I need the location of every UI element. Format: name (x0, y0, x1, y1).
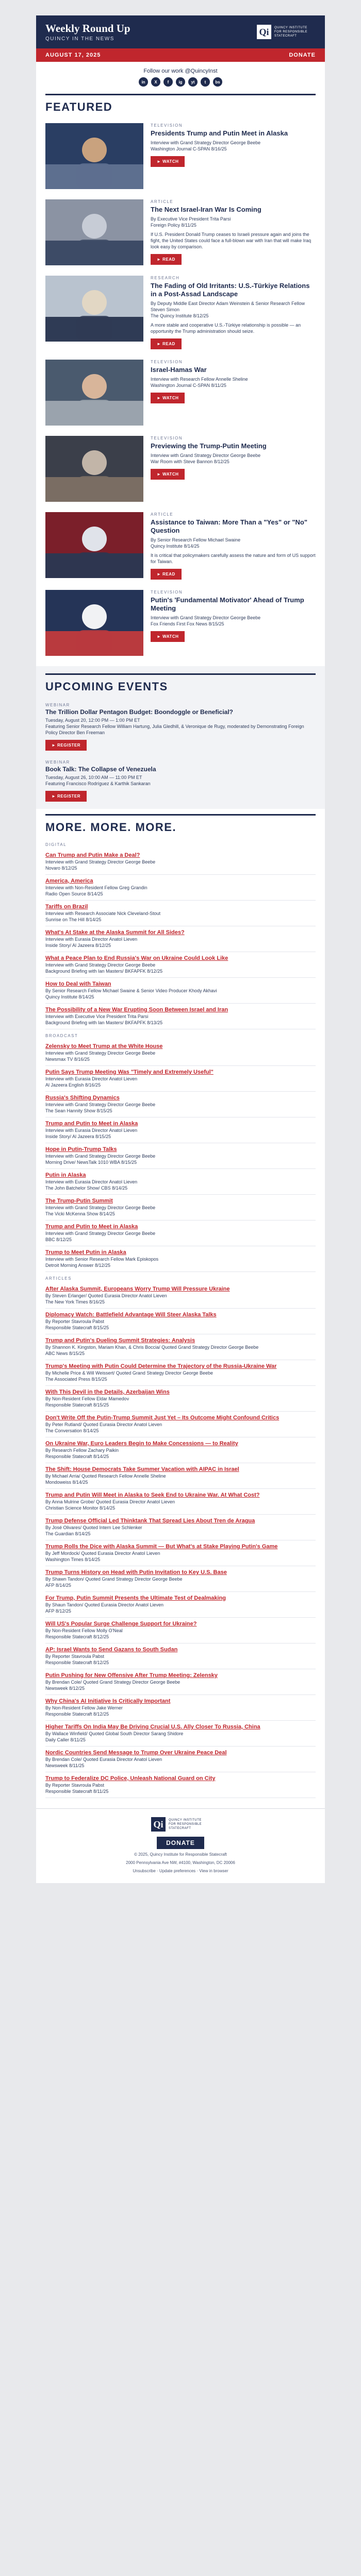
item-byline: Interview with Grand Strategy Director George Beebe (45, 1050, 156, 1056)
featured-category: TELEVISION (151, 590, 183, 595)
item-link[interactable]: Diplomacy Watch: Battlefield Advantage Will Steer Alaska Talks (45, 1312, 217, 1318)
thumbnail-image (45, 436, 143, 502)
item-link[interactable]: On Ukraine War, Euro Leaders Begin to Make Concessions — to Reality (45, 1440, 238, 1447)
list-item (45, 1283, 316, 1309)
item-link[interactable]: Putin Pushing for New Offensive After Trump Meeting: Zelensky (45, 1672, 218, 1679)
footer-line: Unsubscribe · Update preferences · View in browser (133, 1869, 228, 1873)
item-byline: Background Briefing with Ian Masters/ BKFAPFK 8/12/25 (45, 969, 163, 974)
social-icon[interactable]: in (139, 77, 148, 87)
item-byline: By Jeff Mordock/ Quoted Eurasia Director Anatol Lieven (45, 1551, 160, 1556)
item-byline: AFP 8/14/25 (45, 1583, 71, 1588)
more-section (36, 809, 325, 1808)
item-byline: Responsible Statecraft 8/15/25 (45, 1325, 109, 1330)
featured-thumbnail[interactable] (45, 360, 143, 426)
item-byline: Background Briefing with Ian Masters/ BKFAPFK 8/13/25 (45, 1020, 163, 1025)
featured-title[interactable]: Previewing the Trump-Putin Meeting (151, 442, 267, 450)
social-icon[interactable]: X (151, 77, 160, 87)
item-byline: The Guardian 8/14/25 (45, 1531, 91, 1536)
list-item (45, 875, 316, 901)
footer-donate-button[interactable]: DONATE (157, 1837, 204, 1849)
list-item (45, 901, 316, 926)
item-link[interactable]: America, America (45, 878, 93, 884)
list-item (45, 1643, 316, 1669)
newsletter-subtitle: QUINCY IN THE NEWS (45, 36, 114, 42)
event-detail: Featuring Francisco Rodríguez & Karthik Sankaran (45, 781, 151, 786)
item-byline: Interview with Eurasia Director Anatol Lieven (45, 1179, 138, 1184)
item-link[interactable]: Higher Tariffs On India May Be Driving Crucial U.S. Ally Closer To Russia, China (45, 1724, 260, 1730)
event-item (45, 698, 316, 755)
item-byline: By Shawn Tandon/ Quoted Grand Strategy Director George Beebe (45, 1577, 183, 1582)
item-link[interactable]: Trump's Meeting with Putin Could Determine the Trajectory of the Russia-Ukraine War (45, 1363, 277, 1369)
item-byline: Newsweek 8/12/25 (45, 1686, 85, 1691)
event-detail: Featuring Senior Research Fellow William Hartung, Julia Gledhill, & Veronique de Rugy, moderated by Demonstrating Foreign Policy Director Ben Freeman (45, 724, 304, 735)
upcoming-events (36, 666, 325, 809)
item-byline: The Associated Press 8/15/25 (45, 1377, 107, 1382)
item-link[interactable]: Why China's AI Initiative Is Critically Important (45, 1698, 171, 1704)
featured-category: ARTICLE (151, 512, 174, 517)
featured-body (151, 436, 267, 502)
featured-action-button[interactable]: ► WATCH (151, 393, 185, 403)
event-item (45, 755, 316, 806)
item-byline: Interview with Eurasia Director Anatol Lieven (45, 1128, 138, 1133)
item-byline: By José Olivares/ Quoted Intern Lee Schlenker (45, 1525, 142, 1530)
item-byline: Responsible Statecraft 8/14/25 (45, 1454, 109, 1459)
event-title[interactable]: The Trillion Dollar Pentagon Budget: Boondoggle or Beneficial? (45, 708, 234, 716)
item-link[interactable]: Zelensky to Meet Trump at the White House (45, 1043, 163, 1049)
item-byline: Responsible Statecraft 8/11/25 (45, 1789, 109, 1794)
event-category: WEBINAR (45, 703, 70, 707)
item-byline: Responsible Statecraft 8/12/25 (45, 1711, 109, 1717)
item-link[interactable]: What's At Stake at the Alaska Summit for All Sides? (45, 929, 185, 936)
item-byline: Interview with Research Associate Nick Cleveland-Stout (45, 911, 161, 916)
featured-thumbnail[interactable] (45, 436, 143, 502)
featured-body (151, 276, 316, 349)
item-byline: The John Batchelor Show/ CBS 8/14/25 (45, 1185, 128, 1191)
list-item (45, 1221, 316, 1246)
featured-thumbnail[interactable] (45, 590, 143, 656)
featured-category: RESEARCH (151, 276, 180, 280)
item-byline: Responsible Statecraft 8/12/25 (45, 1660, 109, 1665)
featured-body (151, 360, 248, 426)
list-item (45, 849, 316, 875)
logo-text: QUINCY INSTITUTE FOR RESPONSIBLE STATECRAFT (169, 1819, 202, 1830)
header (36, 15, 325, 48)
list-item (45, 1540, 316, 1566)
event-detail: Tuesday, August 26, 10:00 AM — 11:00 PM ET (45, 775, 142, 780)
item-link[interactable]: Trump and Putin to Meet in Alaska (45, 1121, 138, 1127)
logo-mark: Qi (151, 1817, 166, 1832)
item-byline: By Research Fellow Zachary Paikin (45, 1448, 119, 1453)
social-icon[interactable]: yt (188, 77, 198, 87)
list-item (45, 952, 316, 978)
item-link[interactable]: After Alaska Summit, Europeans Worry Trump Will Pressure Ukraine (45, 1286, 230, 1292)
featured-action-button[interactable]: ► READ (151, 569, 182, 580)
item-byline: Detroit Morning Answer 8/12/25 (45, 1263, 111, 1268)
item-link[interactable]: Putin Says Trump Meeting Was "Timely and Extremely Useful" (45, 1069, 214, 1075)
featured-description: It is critical that policymakers carefully assess the nature and form of US support for Taiwan. (151, 553, 316, 564)
event-detail: Tuesday, August 20, 12:00 PM — 1:00 PM ET (45, 718, 140, 723)
item-byline: Sunrise on The Hill 8/14/25 (45, 917, 102, 922)
thumbnail-image (45, 512, 143, 578)
list-item (45, 1309, 316, 1334)
item-link[interactable]: Trump and Putin to Meet in Alaska (45, 1224, 138, 1230)
featured-byline: Interview with Grand Strategy Director George Beebe (151, 615, 261, 620)
featured-body (151, 199, 316, 265)
item-byline: The Vicki McKenna Show 8/14/25 (45, 1211, 115, 1216)
featured-byline: Interview with Grand Strategy Director George Beebe (151, 453, 261, 458)
donate-link[interactable]: DONATE (289, 52, 316, 58)
thumbnail-image (45, 276, 143, 342)
featured-category: TELEVISION (151, 436, 183, 440)
item-link[interactable]: AP: Israel Wants to Send Gazans to South Sudan (45, 1647, 178, 1653)
list-item (45, 926, 316, 952)
list-item (45, 1004, 316, 1029)
featured-title[interactable]: Putin's 'Fundamental Motivator' Ahead of Trump Meeting (151, 596, 304, 612)
item-byline: Interview with Grand Strategy Director George Beebe (45, 1154, 156, 1159)
logo-mark: Qi (257, 25, 271, 39)
more-heading: MORE. MORE. MORE. (45, 814, 316, 838)
item-byline: Al Jazeera English 8/16/25 (45, 1082, 101, 1088)
item-byline: AFP 8/12/25 (45, 1608, 71, 1614)
item-byline: Quincy Institute 8/14/25 (45, 994, 94, 999)
featured-list (36, 118, 325, 661)
featured-byline: Interview with Grand Strategy Director George Beebe (151, 140, 261, 145)
item-byline: By Shannon K. Kingston, Mariam Khan, & Chris Boccia/ Quoted Grand Strategy Director George Beebe (45, 1345, 259, 1350)
logo-text: QUINCY INSTITUTE FOR RESPONSIBLE STATECRAFT (274, 26, 308, 38)
featured-byline: By Executive Vice President Trita Parsi (151, 216, 231, 222)
register-button[interactable]: ► REGISTER (45, 740, 87, 751)
item-byline: The Conversation 8/14/25 (45, 1428, 99, 1433)
item-link[interactable]: Trump and Putin's Dueling Summit Strategies: Analysis (45, 1337, 195, 1344)
item-link[interactable]: Nordic Countries Send Message to Trump Over Ukraine Peace Deal (45, 1750, 227, 1756)
featured-body (151, 512, 316, 580)
list-item (45, 978, 316, 1004)
item-byline: By Brendan Cole/ Quoted Eurasia Director Anatol Lieven (45, 1757, 162, 1762)
item-byline: The Sean Hannity Show 8/15/25 (45, 1108, 112, 1113)
issue-date: AUGUST 17, 2025 (45, 52, 101, 58)
list-item (45, 1592, 316, 1618)
social-icon[interactable]: ig (176, 77, 185, 87)
item-byline: Newsweek 8/11/25 (45, 1763, 85, 1768)
featured-thumbnail[interactable] (45, 512, 143, 578)
item-link[interactable]: What a Peace Plan to End Russia's War on Ukraine Could Look Like (45, 955, 228, 961)
featured-description: If U.S. President Donald Trump ceases to Israeli pressure again and joins the fight, the United States could face a full-blown war with Iran that will make Iraq look easy by comparison. (151, 232, 311, 249)
item-link[interactable]: Russia's Shifting Dynamics (45, 1095, 120, 1101)
item-link[interactable]: Trump to Federalize DC Police, Unleash National Guard on City (45, 1775, 216, 1782)
item-byline: Interview with Grand Strategy Director George Beebe (45, 962, 156, 968)
item-byline: Christian Science Monitor 8/14/25 (45, 1505, 116, 1511)
featured-action-button[interactable]: ► WATCH (151, 469, 185, 480)
item-byline: Radio Open Source 8/14/25 (45, 891, 103, 896)
list-item (45, 1437, 316, 1463)
featured-item (36, 354, 325, 431)
thumbnail-image (45, 199, 143, 265)
featured-title[interactable]: Presidents Trump and Putin Meet in Alaska (151, 129, 288, 137)
featured-item (36, 118, 325, 194)
item-byline: Responsible Statecraft 8/12/25 (45, 1634, 109, 1639)
featured-byline: By Senior Research Fellow Michael Swaine (151, 537, 241, 543)
social-icon[interactable]: f (163, 77, 173, 87)
item-byline: Morning Drive/ NewsTalk 1010 WBA 8/15/25 (45, 1160, 137, 1165)
item-byline: By Reporter Stavroula Pabst (45, 1319, 105, 1324)
list-item (45, 1143, 316, 1169)
featured-action-button[interactable]: ► WATCH (151, 631, 185, 642)
list-item (45, 1566, 316, 1592)
list-item (45, 1772, 316, 1798)
item-link[interactable]: Trump Turns History on Head with Putin Invitation to Key U.S. Base (45, 1569, 227, 1575)
featured-category: TELEVISION (151, 123, 183, 128)
item-byline: Novaro 8/12/25 (45, 866, 77, 871)
event-category: WEBINAR (45, 760, 70, 765)
item-byline: Mondoweiss 8/14/25 (45, 1480, 88, 1485)
date-bar (36, 48, 325, 62)
item-byline: Interview with Eurasia Director Anatol Lieven (45, 937, 138, 942)
list-item (45, 1489, 316, 1515)
item-byline: The New York Times 8/16/25 (45, 1299, 105, 1304)
featured-heading: FEATURED (45, 94, 316, 118)
quincy-logo[interactable] (257, 25, 316, 39)
item-byline: Interview with Grand Strategy Director George Beebe (45, 859, 156, 865)
item-byline: Interview with Grand Strategy Director George Beebe (45, 1205, 156, 1210)
register-button[interactable]: ► REGISTER (45, 791, 87, 802)
upcoming-heading: UPCOMING EVENTS (45, 673, 316, 698)
social-icon[interactable]: bs (213, 77, 222, 87)
list-item (45, 1515, 316, 1540)
featured-item (36, 270, 325, 354)
item-byline: Daily Caller 8/11/25 (45, 1737, 86, 1742)
item-link[interactable]: The Shift: House Democrats Take Summer Vacation with AIPAC in Israel (45, 1466, 239, 1472)
item-byline: Inside Story/ Al Jazeera 8/12/25 (45, 943, 111, 948)
featured-item (36, 431, 325, 507)
item-byline: Interview with Non-Resident Fellow Greg Grandin (45, 885, 147, 890)
item-link[interactable]: The Possibility of a New War Erupting Soon Between Israel and Iran (45, 1007, 228, 1013)
footer-logo[interactable] (151, 1817, 210, 1832)
featured-byline: The Quincy Institute 8/12/25 (151, 313, 209, 318)
item-byline: By Michael Arria/ Quoted Research Fellow Annelle Sheline (45, 1473, 166, 1479)
list-item (45, 1669, 316, 1695)
featured-item (36, 585, 325, 661)
list-item (45, 1463, 316, 1489)
featured-description: A more stable and cooperative U.S.-Türkiye relationship is possible — an opportunity the Trump administration should seize. (151, 323, 301, 334)
item-byline: BBC 8/12/25 (45, 1237, 72, 1242)
item-byline: Interview with Grand Strategy Director George Beebe (45, 1102, 156, 1107)
newsletter-title: Weekly Round Up (45, 22, 130, 35)
featured-title[interactable]: The Fading of Old Irritants: U.S.-Türkiye Relations in a Post-Assad Landscape (151, 282, 310, 298)
list-item (45, 1412, 316, 1437)
item-link[interactable]: Hope in Putin-Trump Talks (45, 1146, 117, 1153)
list-item (45, 1117, 316, 1143)
item-byline: Washington Times 8/14/25 (45, 1557, 101, 1562)
item-link[interactable]: Don't Write Off the Putin-Trump Summit Just Yet – Its Outcome Might Confound Critics (45, 1415, 280, 1421)
group-label: BROADCAST (45, 1033, 78, 1038)
footer-line: © 2025, Quincy Institute for Responsible Statecraft (134, 1852, 227, 1857)
event-title[interactable]: Book Talk: The Collapse of Venezuela (45, 766, 156, 773)
featured-byline: Foreign Policy 8/11/25 (151, 223, 196, 228)
featured-byline: Interview with Research Fellow Annelle Sheline (151, 377, 248, 382)
list-item (45, 1169, 316, 1195)
featured-action-button[interactable]: ► READ (151, 338, 182, 349)
item-byline: Newsmax TV 8/16/25 (45, 1057, 90, 1062)
item-byline: By Wallace Winfield/ Quoted Global South Director Sarang Shidore (45, 1731, 184, 1736)
list-item (45, 1618, 316, 1643)
group-label: DIGITAL (45, 842, 67, 847)
featured-action-button[interactable]: ► READ (151, 254, 182, 265)
item-byline: By Michelle Price & Will Weissert/ Quoted Grand Strategy Director George Beebe (45, 1370, 213, 1376)
item-link[interactable]: Trump to Meet Putin in Alaska (45, 1249, 126, 1256)
thumbnail-image (45, 590, 143, 656)
featured-body (151, 123, 288, 189)
item-byline: By Brendan Cole/ Quoted Grand Strategy Director George Beebe (45, 1680, 180, 1685)
item-byline: Responsible Statecraft 8/15/25 (45, 1402, 109, 1408)
item-byline: By Non-Resident Fellow Jake Werner (45, 1705, 123, 1710)
item-link[interactable]: Trump Rolls the Dice with Alaska Summit — But What's at Stake Playing Putin's Game (45, 1544, 278, 1550)
featured-category: ARTICLE (151, 199, 174, 204)
item-byline: By Non-Resident Fellow Molly O'Neal (45, 1628, 123, 1633)
item-byline: By Reporter Stavroula Pabst (45, 1654, 105, 1659)
item-byline: Interview with Grand Strategy Director George Beebe (45, 1231, 156, 1236)
featured-byline: Washington Journal C-SPAN 8/11/25 (151, 383, 226, 388)
item-byline: By Peter Rutland/ Quoted Eurasia Director Anatol Lieven (45, 1422, 162, 1427)
list-item (45, 1246, 316, 1272)
thumbnail-image (45, 123, 143, 189)
item-byline: ABC News 8/15/25 (45, 1351, 85, 1356)
social-links (36, 77, 325, 94)
item-byline: Interview with Senior Research Fellow Mark Episkopos (45, 1257, 159, 1262)
featured-thumbnail[interactable] (45, 199, 143, 265)
featured-thumbnail[interactable] (45, 276, 143, 342)
featured-action-button[interactable]: ► WATCH (151, 156, 185, 167)
item-link[interactable]: Can Trump and Putin Make a Deal? (45, 852, 140, 858)
list-item (45, 1334, 316, 1360)
list-item (45, 1721, 316, 1747)
list-item (45, 1695, 316, 1721)
list-item (45, 1360, 316, 1386)
featured-item (36, 194, 325, 270)
item-link[interactable]: How to Deal with Taiwan (45, 981, 111, 987)
thumbnail-image (45, 360, 143, 426)
featured-title[interactable]: The Next Israel-Iran War Is Coming (151, 206, 261, 213)
featured-body (151, 590, 316, 656)
item-byline: By Non-Resident Fellow Eldar Mamedov (45, 1396, 129, 1401)
group-label: ARTICLES (45, 1276, 72, 1281)
item-link[interactable]: Will US's Popular Surge Challenge Support for Ukraine? (45, 1621, 197, 1627)
item-byline: Inside Story/ Al Jazeera 8/15/25 (45, 1134, 111, 1139)
list-item (45, 1092, 316, 1117)
newsletter-card (36, 15, 325, 1883)
item-byline: By Steven Erlanger/ Quoted Eurasia Director Anatol Lieven (45, 1293, 167, 1298)
item-byline: Interview with Executive Vice President Trita Parsi (45, 1014, 149, 1019)
featured-title[interactable]: Israel-Hamas War (151, 366, 207, 374)
featured-item (36, 507, 325, 585)
item-link[interactable]: Tariffs on Brazil (45, 904, 88, 910)
item-byline: By Reporter Stavroula Pabst (45, 1783, 105, 1788)
item-byline: By Shaun Tandon/ Quoted Eurasia Director Anatol Lieven (45, 1602, 163, 1607)
list-item (45, 1386, 316, 1412)
item-link[interactable]: Trump and Putin Will Meet in Alaska to Seek End to Ukraine War. At What Cost? (45, 1492, 260, 1498)
featured-byline: War Room with Steve Bannon 8/12/25 (151, 459, 229, 464)
featured-byline: Fox Friends First Fox News 8/15/25 (151, 621, 224, 626)
footer (36, 1808, 325, 1883)
featured-category: TELEVISION (151, 360, 183, 364)
list-item (45, 1040, 316, 1066)
item-byline: By Senior Research Fellow Michael Swaine & Senior Video Producer Khody Akhavi (45, 988, 217, 993)
item-byline: By Anna Mulrine Grobe/ Quoted Eurasia Director Anatol Lieven (45, 1499, 175, 1504)
follow-text: Follow our work @QuincyInst (143, 68, 218, 74)
list-item (45, 1195, 316, 1221)
item-link[interactable]: The Trump-Putin Summit (45, 1198, 113, 1204)
featured-thumbnail[interactable] (45, 123, 143, 189)
featured-byline: By Deputy Middle East Director Adam Weinstein & Senior Research Fellow Steven Simon (151, 301, 305, 312)
featured-title[interactable]: Assistance to Taiwan: More Than a "Yes" or "No" Question (151, 518, 307, 534)
featured-byline: Washington Journal C-SPAN 8/16/25 (151, 146, 227, 151)
item-link[interactable]: Trump Defense Official Led Thinktank That Spread Lies About Tren de Aragua (45, 1518, 255, 1524)
item-link[interactable]: With This Devil in the Details, Azerbaijan Wins (45, 1389, 170, 1395)
social-icon[interactable]: t (201, 77, 210, 87)
list-item (45, 1066, 316, 1092)
list-item (45, 1747, 316, 1772)
item-link[interactable]: For Trump, Putin Summit Presents the Ultimate Test of Dealmaking (45, 1595, 226, 1601)
item-byline: Interview with Eurasia Director Anatol Lieven (45, 1076, 138, 1081)
footer-line: 2000 Pennsylvania Ave NW, #4100, Washington, DC 20006 (126, 1860, 235, 1865)
featured-byline: Quincy Institute 8/14/25 (151, 544, 200, 549)
item-link[interactable]: Putin in Alaska (45, 1172, 86, 1178)
